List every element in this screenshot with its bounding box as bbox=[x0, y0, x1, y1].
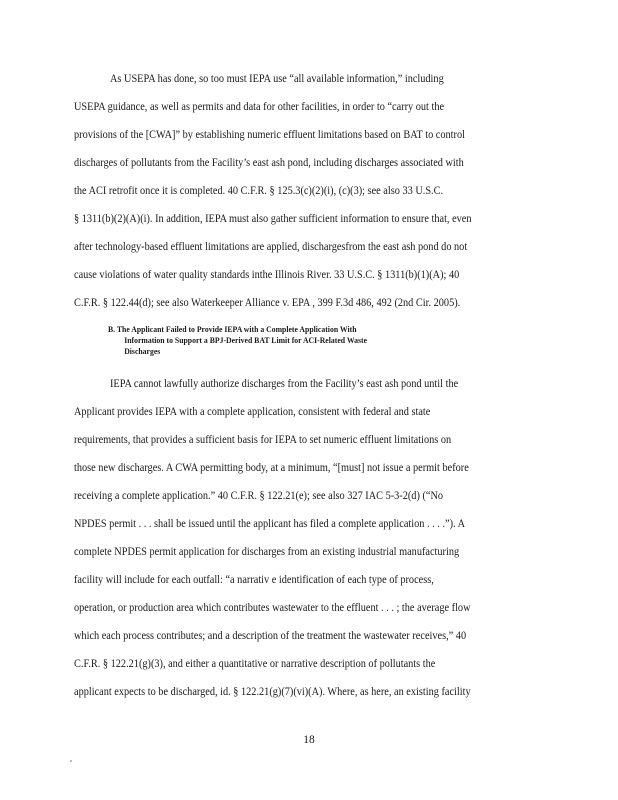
text-line: after technology-based effluent limitations are applied, dischargesfrom the east ash pond do not bbox=[74, 241, 468, 253]
text-line: the ACI retrofit once it is completed. 40 C.F.R. § 125.3(c)(2)(i), (c)(3); see also 33 U.S.C. bbox=[74, 185, 444, 197]
text-line: receiving a complete application.” 40 C.F.R. § 122.21(e); see also 327 IAC 5-3-2(d) (“No bbox=[74, 490, 444, 502]
heading-line: Discharges bbox=[124, 346, 161, 356]
text-line: facility will include for each outfall: “a narrativ e identification of each type of process, bbox=[74, 574, 434, 586]
text-line: IEPA cannot lawfully authorize discharges from the Facility’s east ash pond until the bbox=[110, 378, 459, 390]
page-number: 18 bbox=[303, 734, 315, 746]
text-line: § 1311(b)(2)(A)(i). In addition, IEPA must also gather sufficient information to ensure that, even bbox=[74, 213, 472, 225]
text-line: Applicant provides IEPA with a complete application, consistent with federal and state bbox=[74, 406, 431, 418]
text-line: requirements, that provides a sufficient basis for IEPA to set numeric effluent limitations on bbox=[74, 434, 452, 446]
heading-line: Information to Support a BPJ-Derived BAT Limit for ACI-Related Waste bbox=[124, 335, 368, 345]
text-line: complete NPDES permit application for discharges from an existing industrial manufacturing bbox=[74, 546, 460, 558]
corner-mark bbox=[70, 760, 72, 762]
text-line: As USEPA has done, so too must IEPA use “all available information,” including bbox=[110, 73, 444, 85]
heading-line: B. The Applicant Failed to Provide IEPA with a Complete Application With bbox=[108, 324, 357, 334]
text-line: USEPA guidance, as well as permits and data for other facilities, in order to “carry out the bbox=[74, 101, 445, 113]
text-line: NPDES permit . . . shall be issued until the applicant has filed a complete application . . . .”). A bbox=[74, 518, 466, 530]
text-line: those new discharges. A CWA permitting body, at a minimum, “[must] not issue a permit before bbox=[74, 462, 469, 474]
text-line: C.F.R. § 122.21(g)(3), and either a quantitative or narrative description of pollutants the bbox=[74, 658, 436, 670]
text-line: C.F.R. § 122.44(d); see also Waterkeeper Alliance v. EPA , 399 F.3d 486, 492 (2nd Cir. 2005). bbox=[74, 297, 461, 309]
text-line: applicant expects to be discharged, id. § 122.21(g)(7)(vi)(A). Where, as here, an existing facility bbox=[74, 686, 471, 698]
text-line: operation, or production area which contributes wastewater to the effluent . . . ; the average flow bbox=[74, 602, 471, 614]
section-heading-b bbox=[108, 324, 508, 357]
text-line: provisions of the [CWA]” by establishing numeric effluent limitations based on BAT to control bbox=[74, 129, 465, 141]
text-line: which each process contributes; and a description of the treatment the wastewater receives,” 40 bbox=[74, 630, 467, 642]
text-line: discharges of pollutants from the Facility’s east ash pond, including discharges associated with bbox=[74, 157, 464, 169]
text-line: cause violations of water quality standards inthe Illinois River. 33 U.S.C. § 1311(b)(1)(A); 40 bbox=[74, 269, 460, 281]
